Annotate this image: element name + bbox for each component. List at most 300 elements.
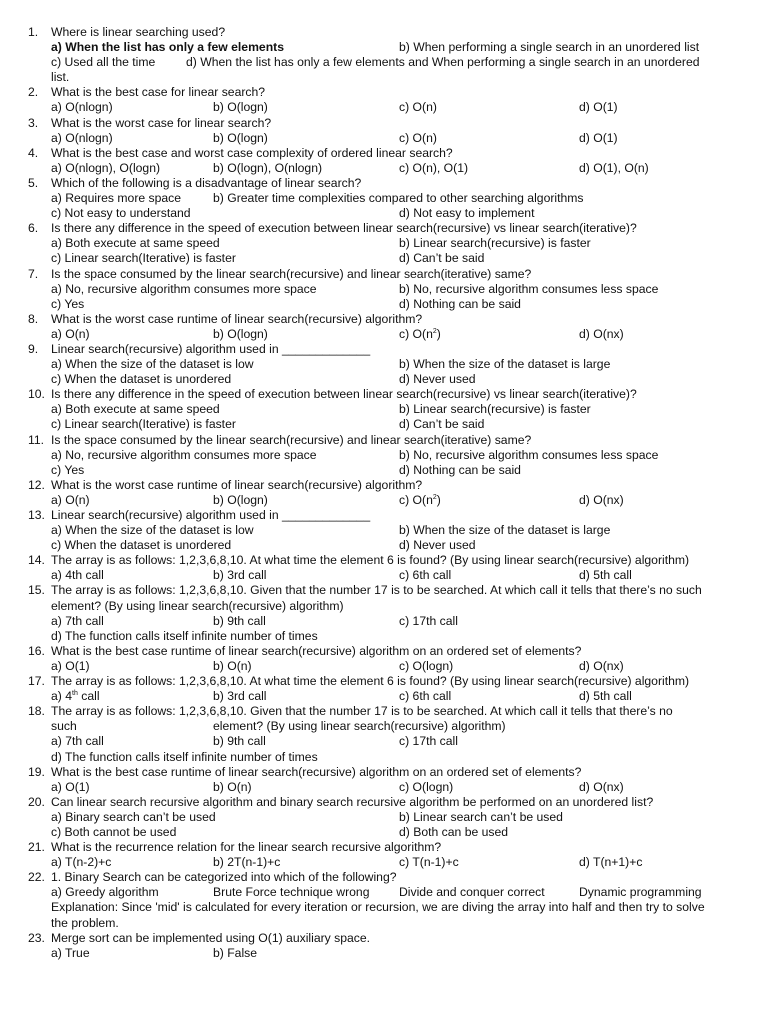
option-label: b) 2T(n-1)+c bbox=[213, 855, 281, 870]
option-text bbox=[213, 568, 267, 583]
option-label: c) Yes bbox=[51, 462, 85, 477]
option-text bbox=[399, 40, 699, 55]
option-label: c) O(n) bbox=[399, 100, 437, 115]
option-text bbox=[399, 885, 545, 900]
question-text: What is the best case for linear search? bbox=[51, 85, 266, 100]
option-label: b) 9th call bbox=[213, 734, 266, 749]
option-label: d) O(nx) bbox=[579, 658, 624, 673]
question-text: Is the space consumed by the linear search(recursive) and linear search(iterative) same? bbox=[51, 432, 532, 447]
option-label: c) O(n bbox=[399, 326, 433, 341]
option-row bbox=[0, 251, 768, 266]
question-text: What is the best case and worst case complexity of ordered linear search? bbox=[51, 145, 453, 160]
option-label: b) O(logn) bbox=[213, 326, 268, 341]
option-label: a) Both execute at same speed bbox=[51, 236, 220, 251]
option-label: b) Linear search(recursive) is faster bbox=[399, 236, 591, 251]
question-number: 12. bbox=[28, 477, 45, 492]
option-row bbox=[0, 191, 768, 206]
question-number: 2. bbox=[28, 85, 39, 100]
option-label: b) O(logn) bbox=[213, 100, 268, 115]
option-label: a) O(n) bbox=[51, 492, 90, 507]
question-text: Is the space consumed by the linear search(recursive) and linear search(iterative) same? bbox=[51, 266, 532, 281]
question-number: 15. bbox=[28, 583, 45, 598]
option-label: d) O(1), O(n) bbox=[579, 160, 649, 175]
option-text bbox=[399, 659, 453, 674]
option-row bbox=[0, 916, 768, 931]
question-line bbox=[0, 221, 768, 236]
option-text bbox=[213, 161, 322, 176]
option-text bbox=[51, 206, 191, 221]
question-text: The array is as follows: 1,2,3,6,8,10. At what time the element 6 is found? (By using linear search(recursive) algorithm) bbox=[51, 553, 690, 568]
question-item bbox=[0, 221, 768, 266]
option-text bbox=[399, 100, 437, 115]
option-row bbox=[0, 885, 768, 900]
option-text bbox=[51, 855, 111, 870]
option-label: b) 3rd call bbox=[213, 689, 267, 704]
option-text bbox=[399, 402, 591, 417]
option-label: a) No, recursive algorithm consumes more space bbox=[51, 281, 317, 296]
option-suffix: ) bbox=[436, 326, 441, 341]
question-number: 4. bbox=[28, 145, 39, 160]
option-label: a) O(1) bbox=[51, 658, 90, 673]
option-label: c) Linear search(Iterative) is faster bbox=[51, 251, 236, 266]
option-text bbox=[213, 734, 266, 749]
option-text bbox=[51, 523, 254, 538]
superscript: th bbox=[72, 690, 78, 698]
option-text bbox=[399, 357, 610, 372]
option-label: b) When the size of the dataset is large bbox=[399, 523, 611, 538]
option-label: d) O(1) bbox=[579, 100, 618, 115]
option-row bbox=[0, 161, 768, 176]
question-item bbox=[0, 644, 768, 674]
option-label: a) O(nlogn) bbox=[51, 130, 113, 145]
option-label: b) 3rd call bbox=[213, 568, 267, 583]
option-text bbox=[213, 719, 506, 734]
option-text bbox=[51, 282, 317, 297]
option-text bbox=[399, 734, 458, 749]
question-item bbox=[0, 85, 768, 115]
question-line bbox=[0, 176, 768, 191]
question-line bbox=[0, 795, 768, 810]
option-text bbox=[51, 885, 159, 900]
option-label: a) O(nlogn) bbox=[51, 100, 113, 115]
question-line bbox=[0, 116, 768, 131]
option-label: c) O(n), O(1) bbox=[399, 160, 469, 175]
question-text: Which of the following is a disadvantage of linear search? bbox=[51, 175, 362, 190]
question-item bbox=[0, 176, 768, 221]
option-label: c) O(n bbox=[399, 492, 433, 507]
question-item bbox=[0, 116, 768, 146]
question-text: Is there any difference in the speed of execution between linear search(recursive) vs linear search(iterative)? bbox=[51, 387, 637, 402]
question-text: Where is linear searching used? bbox=[51, 25, 226, 39]
option-label: d) 5th call bbox=[579, 568, 632, 583]
option-text bbox=[579, 568, 632, 583]
option-row bbox=[0, 810, 768, 825]
option-row bbox=[0, 734, 768, 749]
option-label: a) Both execute at same speed bbox=[51, 402, 220, 417]
option-text bbox=[51, 417, 236, 432]
option-label: c) Linear search(Iterative) is faster bbox=[51, 417, 236, 432]
option-text bbox=[399, 810, 563, 825]
option-label: a) When the size of the dataset is low bbox=[51, 357, 254, 372]
question-number: 14. bbox=[28, 553, 45, 568]
option-row bbox=[0, 206, 768, 221]
option-label: b) Linear search(recursive) is faster bbox=[399, 402, 591, 417]
question-number: 3. bbox=[28, 115, 39, 130]
question-item bbox=[0, 342, 768, 387]
option-text bbox=[399, 614, 458, 629]
option-label: a) 4th call bbox=[51, 568, 104, 583]
option-text bbox=[399, 297, 521, 312]
question-number: 21. bbox=[28, 840, 45, 855]
option-row bbox=[0, 448, 768, 463]
option-text bbox=[399, 236, 591, 251]
question-line bbox=[0, 342, 768, 357]
option-text bbox=[51, 463, 84, 478]
option-text bbox=[51, 780, 90, 795]
option-text bbox=[51, 629, 318, 644]
option-text bbox=[51, 327, 90, 342]
option-text bbox=[51, 40, 284, 55]
question-item bbox=[0, 870, 768, 930]
question-number: 22. bbox=[28, 870, 45, 885]
option-row bbox=[0, 629, 768, 644]
option-text bbox=[186, 55, 700, 70]
option-text bbox=[51, 568, 104, 583]
option-label: d) O(1) bbox=[579, 130, 618, 145]
question-text: Linear search(recursive) algorithm used in _____________ bbox=[51, 341, 371, 356]
option-text bbox=[213, 780, 252, 795]
option-label: c) 17th call bbox=[399, 613, 458, 628]
option-row bbox=[0, 780, 768, 795]
option-label: d) Can’t be said bbox=[399, 417, 485, 432]
option-row bbox=[0, 40, 768, 55]
question-text: Can linear search recursive algorithm and binary search recursive algorithm be performed on an unordered list? bbox=[51, 794, 654, 809]
option-text bbox=[213, 493, 268, 508]
option-row bbox=[0, 946, 768, 961]
question-item bbox=[0, 795, 768, 840]
option-row bbox=[0, 599, 768, 614]
option-label: a) 7th call bbox=[51, 613, 104, 628]
question-number: 17. bbox=[28, 674, 45, 689]
option-text bbox=[51, 538, 231, 553]
option-row bbox=[0, 689, 768, 704]
question-line bbox=[0, 433, 768, 448]
option-row bbox=[0, 372, 768, 387]
option-row bbox=[0, 100, 768, 115]
question-item bbox=[0, 704, 768, 764]
option-label: d) Never used bbox=[399, 372, 476, 387]
option-label: c) 6th call bbox=[399, 568, 452, 583]
option-label: d) O(nx) bbox=[579, 492, 624, 507]
option-label: d) Not easy to implement bbox=[399, 206, 535, 221]
option-label: c) When the dataset is unordered bbox=[51, 372, 232, 387]
option-text bbox=[51, 191, 181, 206]
option-text bbox=[51, 810, 216, 825]
option-text bbox=[579, 689, 632, 704]
option-label: b) When performing a single search in an unordered list bbox=[399, 40, 700, 55]
option-text bbox=[399, 825, 508, 840]
question-line bbox=[0, 312, 768, 327]
option-row bbox=[0, 236, 768, 251]
option-text bbox=[579, 493, 624, 508]
option-label: c) Yes bbox=[51, 296, 85, 311]
question-text: The array is as follows: 1,2,3,6,8,10. Given that the number 17 is to be searched. At which call it tells that there’s no bbox=[51, 704, 673, 719]
question-number: 11. bbox=[28, 432, 45, 447]
question-text: What is the worst case for linear search? bbox=[51, 115, 272, 130]
option-row bbox=[0, 327, 768, 342]
option-label: c) O(n) bbox=[399, 130, 437, 145]
question-number: 16. bbox=[28, 643, 45, 658]
option-text bbox=[51, 734, 104, 749]
option-label: a) Greedy algorithm bbox=[51, 885, 159, 900]
option-label: d) 5th call bbox=[579, 689, 632, 704]
question-text: Linear search(recursive) algorithm used in _____________ bbox=[51, 508, 371, 522]
question-item bbox=[0, 765, 768, 795]
question-item bbox=[0, 674, 768, 704]
option-label: d) O(nx) bbox=[579, 779, 624, 794]
option-label: b) O(n) bbox=[213, 779, 252, 794]
explanation-text: Explanation: Since 'mid' is calculated for every iteration or recursion, we are diving the array into half and then try to solve bbox=[51, 900, 705, 915]
option-text bbox=[213, 689, 267, 704]
option-text bbox=[399, 282, 658, 297]
option-text bbox=[579, 100, 618, 115]
option-text bbox=[51, 357, 254, 372]
option-label: c) O(logn) bbox=[399, 779, 454, 794]
question-line bbox=[0, 267, 768, 282]
option-label: c) Both cannot be used bbox=[51, 824, 177, 839]
question-number: 19. bbox=[28, 764, 45, 779]
option-label: c) Used all the time bbox=[51, 55, 156, 70]
option-row bbox=[0, 70, 768, 85]
option-label: a) When the list has only a few elements bbox=[51, 40, 284, 55]
option-row bbox=[0, 825, 768, 840]
option-label: d) T(n+1)+c bbox=[579, 855, 643, 870]
option-label: element? (By using linear search(recursive) algorithm) bbox=[213, 719, 506, 734]
option-label: d) The function calls itself infinite number of times bbox=[51, 749, 318, 764]
question-line bbox=[0, 674, 768, 689]
option-label: c) O(logn) bbox=[399, 658, 454, 673]
option-label: c) When the dataset is unordered bbox=[51, 538, 232, 553]
option-label: c) 6th call bbox=[399, 689, 452, 704]
option-text bbox=[51, 70, 69, 85]
question-number: 1. bbox=[28, 25, 39, 39]
option-text bbox=[579, 131, 618, 146]
option-text bbox=[51, 100, 113, 115]
option-label: b) No, recursive algorithm consumes less space bbox=[399, 447, 659, 462]
option-text bbox=[51, 55, 155, 70]
question-number: 5. bbox=[28, 175, 39, 190]
option-label: Dynamic programming bbox=[579, 885, 702, 900]
question-number: 9. bbox=[28, 341, 39, 356]
question-item bbox=[0, 312, 768, 342]
option-text bbox=[51, 946, 90, 961]
option-label: b) Linear search can’t be used bbox=[399, 809, 563, 824]
question-line bbox=[0, 478, 768, 493]
option-label: Divide and conquer correct bbox=[399, 885, 545, 900]
option-text bbox=[399, 327, 441, 342]
question-line bbox=[0, 85, 768, 100]
option-text bbox=[399, 372, 476, 387]
option-row bbox=[0, 417, 768, 432]
question-text: The array is as follows: 1,2,3,6,8,10. At what time the element 6 is found? (By using linear search(recursive) algorithm) bbox=[51, 674, 690, 689]
option-row bbox=[0, 297, 768, 312]
question-number: 10. bbox=[28, 387, 45, 402]
option-row bbox=[0, 523, 768, 538]
option-label: such bbox=[51, 719, 77, 734]
question-line bbox=[0, 146, 768, 161]
option-label: d) O(nx) bbox=[579, 326, 624, 341]
option-label: b) Greater time complexities compared to other searching algorithms bbox=[213, 191, 584, 206]
question-text: What is the worst case runtime of linear search(recursive) algorithm? bbox=[51, 477, 423, 492]
question-list bbox=[0, 25, 768, 961]
option-label: d) Nothing can be said bbox=[399, 296, 521, 311]
option-row bbox=[0, 55, 768, 70]
option-row bbox=[0, 357, 768, 372]
option-label: a) O(n) bbox=[51, 326, 90, 341]
option-text bbox=[579, 161, 649, 176]
question-text: Merge sort can be implemented using O(1) auxiliary space. bbox=[51, 930, 371, 945]
option-text bbox=[213, 885, 370, 900]
question-item bbox=[0, 583, 768, 643]
option-label: c) T(n-1)+c bbox=[399, 855, 459, 870]
superscript: 2 bbox=[432, 327, 437, 335]
option-text bbox=[51, 297, 84, 312]
question-text: What is the worst case runtime of linear search(recursive) algorithm? bbox=[51, 311, 423, 326]
option-suffix: ) bbox=[436, 492, 441, 507]
question-text: What is the best case runtime of linear search(recursive) algorithm on an ordered set of elements? bbox=[51, 643, 582, 658]
option-text bbox=[213, 327, 268, 342]
option-row bbox=[0, 131, 768, 146]
option-label: a) Requires more space bbox=[51, 191, 182, 206]
option-label: d) When the list has only a few elements and When performing a single search in an unordered bbox=[186, 55, 700, 70]
option-text bbox=[51, 448, 317, 463]
option-text bbox=[399, 463, 521, 478]
option-label: a) 7th call bbox=[51, 734, 104, 749]
option-label: b) No, recursive algorithm consumes less space bbox=[399, 281, 659, 296]
option-text bbox=[51, 750, 318, 765]
option-text bbox=[51, 825, 176, 840]
option-row bbox=[0, 538, 768, 553]
option-label: a) True bbox=[51, 945, 90, 960]
option-text bbox=[399, 689, 451, 704]
question-number: 6. bbox=[28, 221, 39, 236]
option-row bbox=[0, 855, 768, 870]
option-label: c) Not easy to understand bbox=[51, 206, 191, 221]
question-item bbox=[0, 387, 768, 432]
option-text bbox=[51, 614, 104, 629]
option-text bbox=[51, 916, 119, 931]
option-row bbox=[0, 659, 768, 674]
option-text bbox=[399, 131, 437, 146]
option-text bbox=[51, 689, 100, 704]
option-row bbox=[0, 282, 768, 297]
question-item bbox=[0, 478, 768, 508]
question-line bbox=[0, 644, 768, 659]
option-text bbox=[579, 855, 642, 870]
option-row bbox=[0, 493, 768, 508]
option-text bbox=[579, 659, 624, 674]
question-number: 23. bbox=[28, 930, 45, 945]
option-label: d) Never used bbox=[399, 538, 476, 553]
question-item bbox=[0, 25, 768, 85]
option-text bbox=[51, 659, 90, 674]
option-label: list. bbox=[51, 70, 70, 85]
option-label: a) T(n-2)+c bbox=[51, 855, 112, 870]
question-number: 18. bbox=[28, 704, 45, 719]
option-label: a) O(nlogn), O(logn) bbox=[51, 160, 161, 175]
question-text: Is there any difference in the speed of execution between linear search(recursive) vs linear search(iterative)? bbox=[51, 221, 637, 236]
option-row bbox=[0, 568, 768, 583]
option-text bbox=[213, 614, 266, 629]
question-line bbox=[0, 931, 768, 946]
option-text bbox=[399, 855, 459, 870]
option-label: element? (By using linear search(recursive) algorithm) bbox=[51, 598, 344, 613]
question-line bbox=[0, 840, 768, 855]
question-text: What is the best case runtime of linear search(recursive) algorithm on an ordered set of elements? bbox=[51, 764, 582, 779]
question-item bbox=[0, 553, 768, 583]
question-line bbox=[0, 870, 768, 885]
option-label: b) O(logn) bbox=[213, 492, 268, 507]
question-text: The array is as follows: 1,2,3,6,8,10. Given that the number 17 is to be searched. At which call it tells that there’s no such bbox=[51, 583, 702, 598]
option-label: b) 9th call bbox=[213, 613, 266, 628]
option-text bbox=[579, 885, 702, 900]
option-text bbox=[51, 493, 90, 508]
option-text bbox=[399, 568, 451, 583]
option-text bbox=[213, 191, 584, 206]
option-label: b) False bbox=[213, 945, 258, 960]
option-text bbox=[399, 538, 476, 553]
option-label: a) No, recursive algorithm consumes more space bbox=[51, 447, 317, 462]
option-label: Brute Force technique wrong bbox=[213, 885, 370, 900]
option-text bbox=[51, 599, 344, 614]
option-label: b) O(n) bbox=[213, 658, 252, 673]
option-row bbox=[0, 614, 768, 629]
question-text: What is the recurrence relation for the linear search recursive algorithm? bbox=[51, 840, 442, 855]
option-text bbox=[51, 161, 160, 176]
question-line bbox=[0, 508, 768, 523]
option-text bbox=[213, 100, 268, 115]
option-label: a) Binary search can’t be used bbox=[51, 809, 216, 824]
option-label: c) 17th call bbox=[399, 734, 458, 749]
question-item bbox=[0, 267, 768, 312]
question-item bbox=[0, 508, 768, 553]
question-number: 8. bbox=[28, 311, 39, 326]
option-text bbox=[399, 493, 441, 508]
option-text bbox=[213, 131, 268, 146]
option-label: a) 4 bbox=[51, 689, 73, 704]
option-label: b) When the size of the dataset is large bbox=[399, 357, 611, 372]
question-item bbox=[0, 840, 768, 870]
question-number: 13. bbox=[28, 508, 45, 522]
option-label: b) O(logn), O(nlogn) bbox=[213, 160, 323, 175]
question-number: 7. bbox=[28, 266, 39, 281]
question-item bbox=[0, 146, 768, 176]
option-text bbox=[399, 206, 534, 221]
option-text bbox=[579, 780, 624, 795]
option-text bbox=[51, 719, 77, 734]
option-text bbox=[399, 523, 610, 538]
question-line bbox=[0, 583, 768, 598]
option-row bbox=[0, 402, 768, 417]
question-line bbox=[0, 553, 768, 568]
option-text bbox=[399, 780, 453, 795]
option-label: b) O(logn) bbox=[213, 130, 268, 145]
option-text bbox=[399, 448, 658, 463]
question-number: 20. bbox=[28, 794, 45, 809]
option-text bbox=[51, 236, 220, 251]
option-text bbox=[213, 855, 280, 870]
option-suffix: call bbox=[77, 689, 100, 704]
